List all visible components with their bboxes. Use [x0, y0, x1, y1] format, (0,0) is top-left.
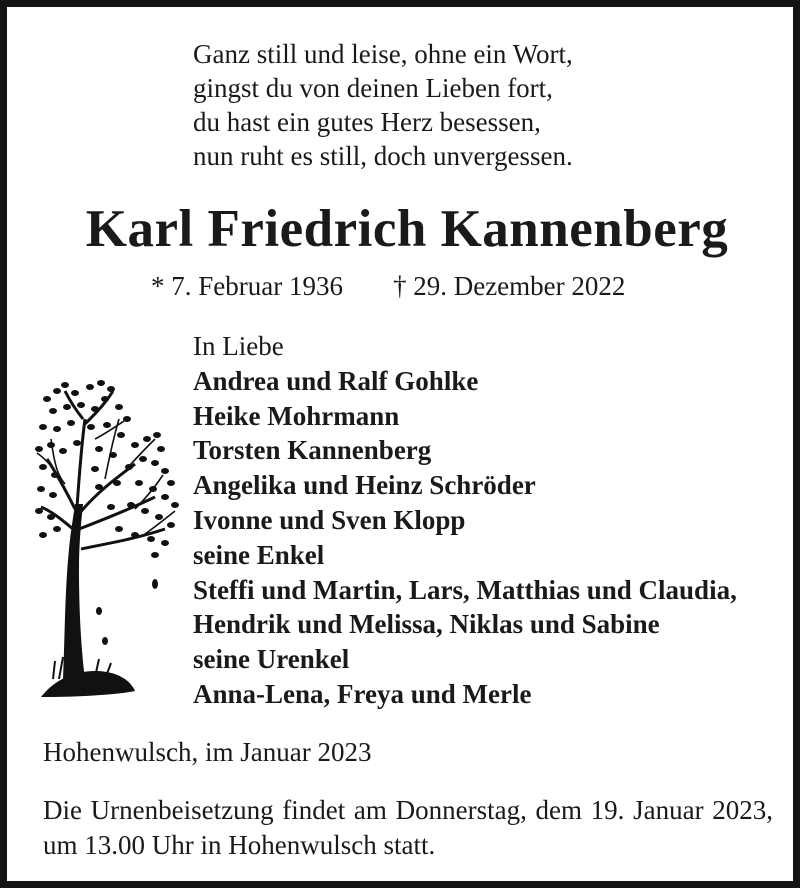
poem-line: gingst du von deinen Lieben fort, — [193, 73, 553, 103]
mourner-line: Ivonne und Sven Klopp — [193, 504, 466, 535]
poem — [193, 37, 573, 173]
mourner-line: Angelika und Heinz Schröder — [193, 470, 536, 501]
mourner-line: Anna-Lena, Freya und Merle — [193, 678, 532, 709]
poem-line: Ganz still und leise, ohne ein Wort, — [193, 39, 573, 69]
deceased-name: Karl Friedrich Kannenberg — [85, 200, 729, 258]
death-date: † 29. Dezember 2022 — [392, 271, 626, 301]
mourners-intro: In Liebe — [193, 331, 284, 361]
mourner-line: Steffi und Martin, Lars, Matthias und Claudia, — [193, 574, 737, 605]
burial-notice: Die Urnenbeisetzung findet am Donnerstag, dem 19. Januar 2023, um 13.00 Uhr in Hohenwulsch statt. — [43, 795, 773, 860]
poem-line: du hast ein gutes Herz besessen, — [193, 107, 541, 137]
mourner-line: Hendrik und Melissa, Niklas und Sabine — [193, 609, 660, 640]
mourner-line: Andrea und Ralf Gohlke — [193, 365, 479, 396]
life-dates — [151, 269, 625, 303]
mourners-list — [193, 329, 737, 712]
mourner-line: seine Enkel — [193, 539, 325, 570]
mourner-line: Torsten Kannenberg — [193, 435, 432, 466]
mourner-line: seine Urenkel — [193, 644, 350, 675]
tree-icon — [35, 379, 180, 704]
poem-line: nun ruht es still, doch unvergessen. — [193, 141, 573, 171]
birth-date: * 7. Februar 1936 — [151, 271, 343, 301]
place-date: Hohenwulsch, im Januar 2023 — [43, 737, 372, 767]
mourner-line: Heike Mohrmann — [193, 400, 400, 431]
